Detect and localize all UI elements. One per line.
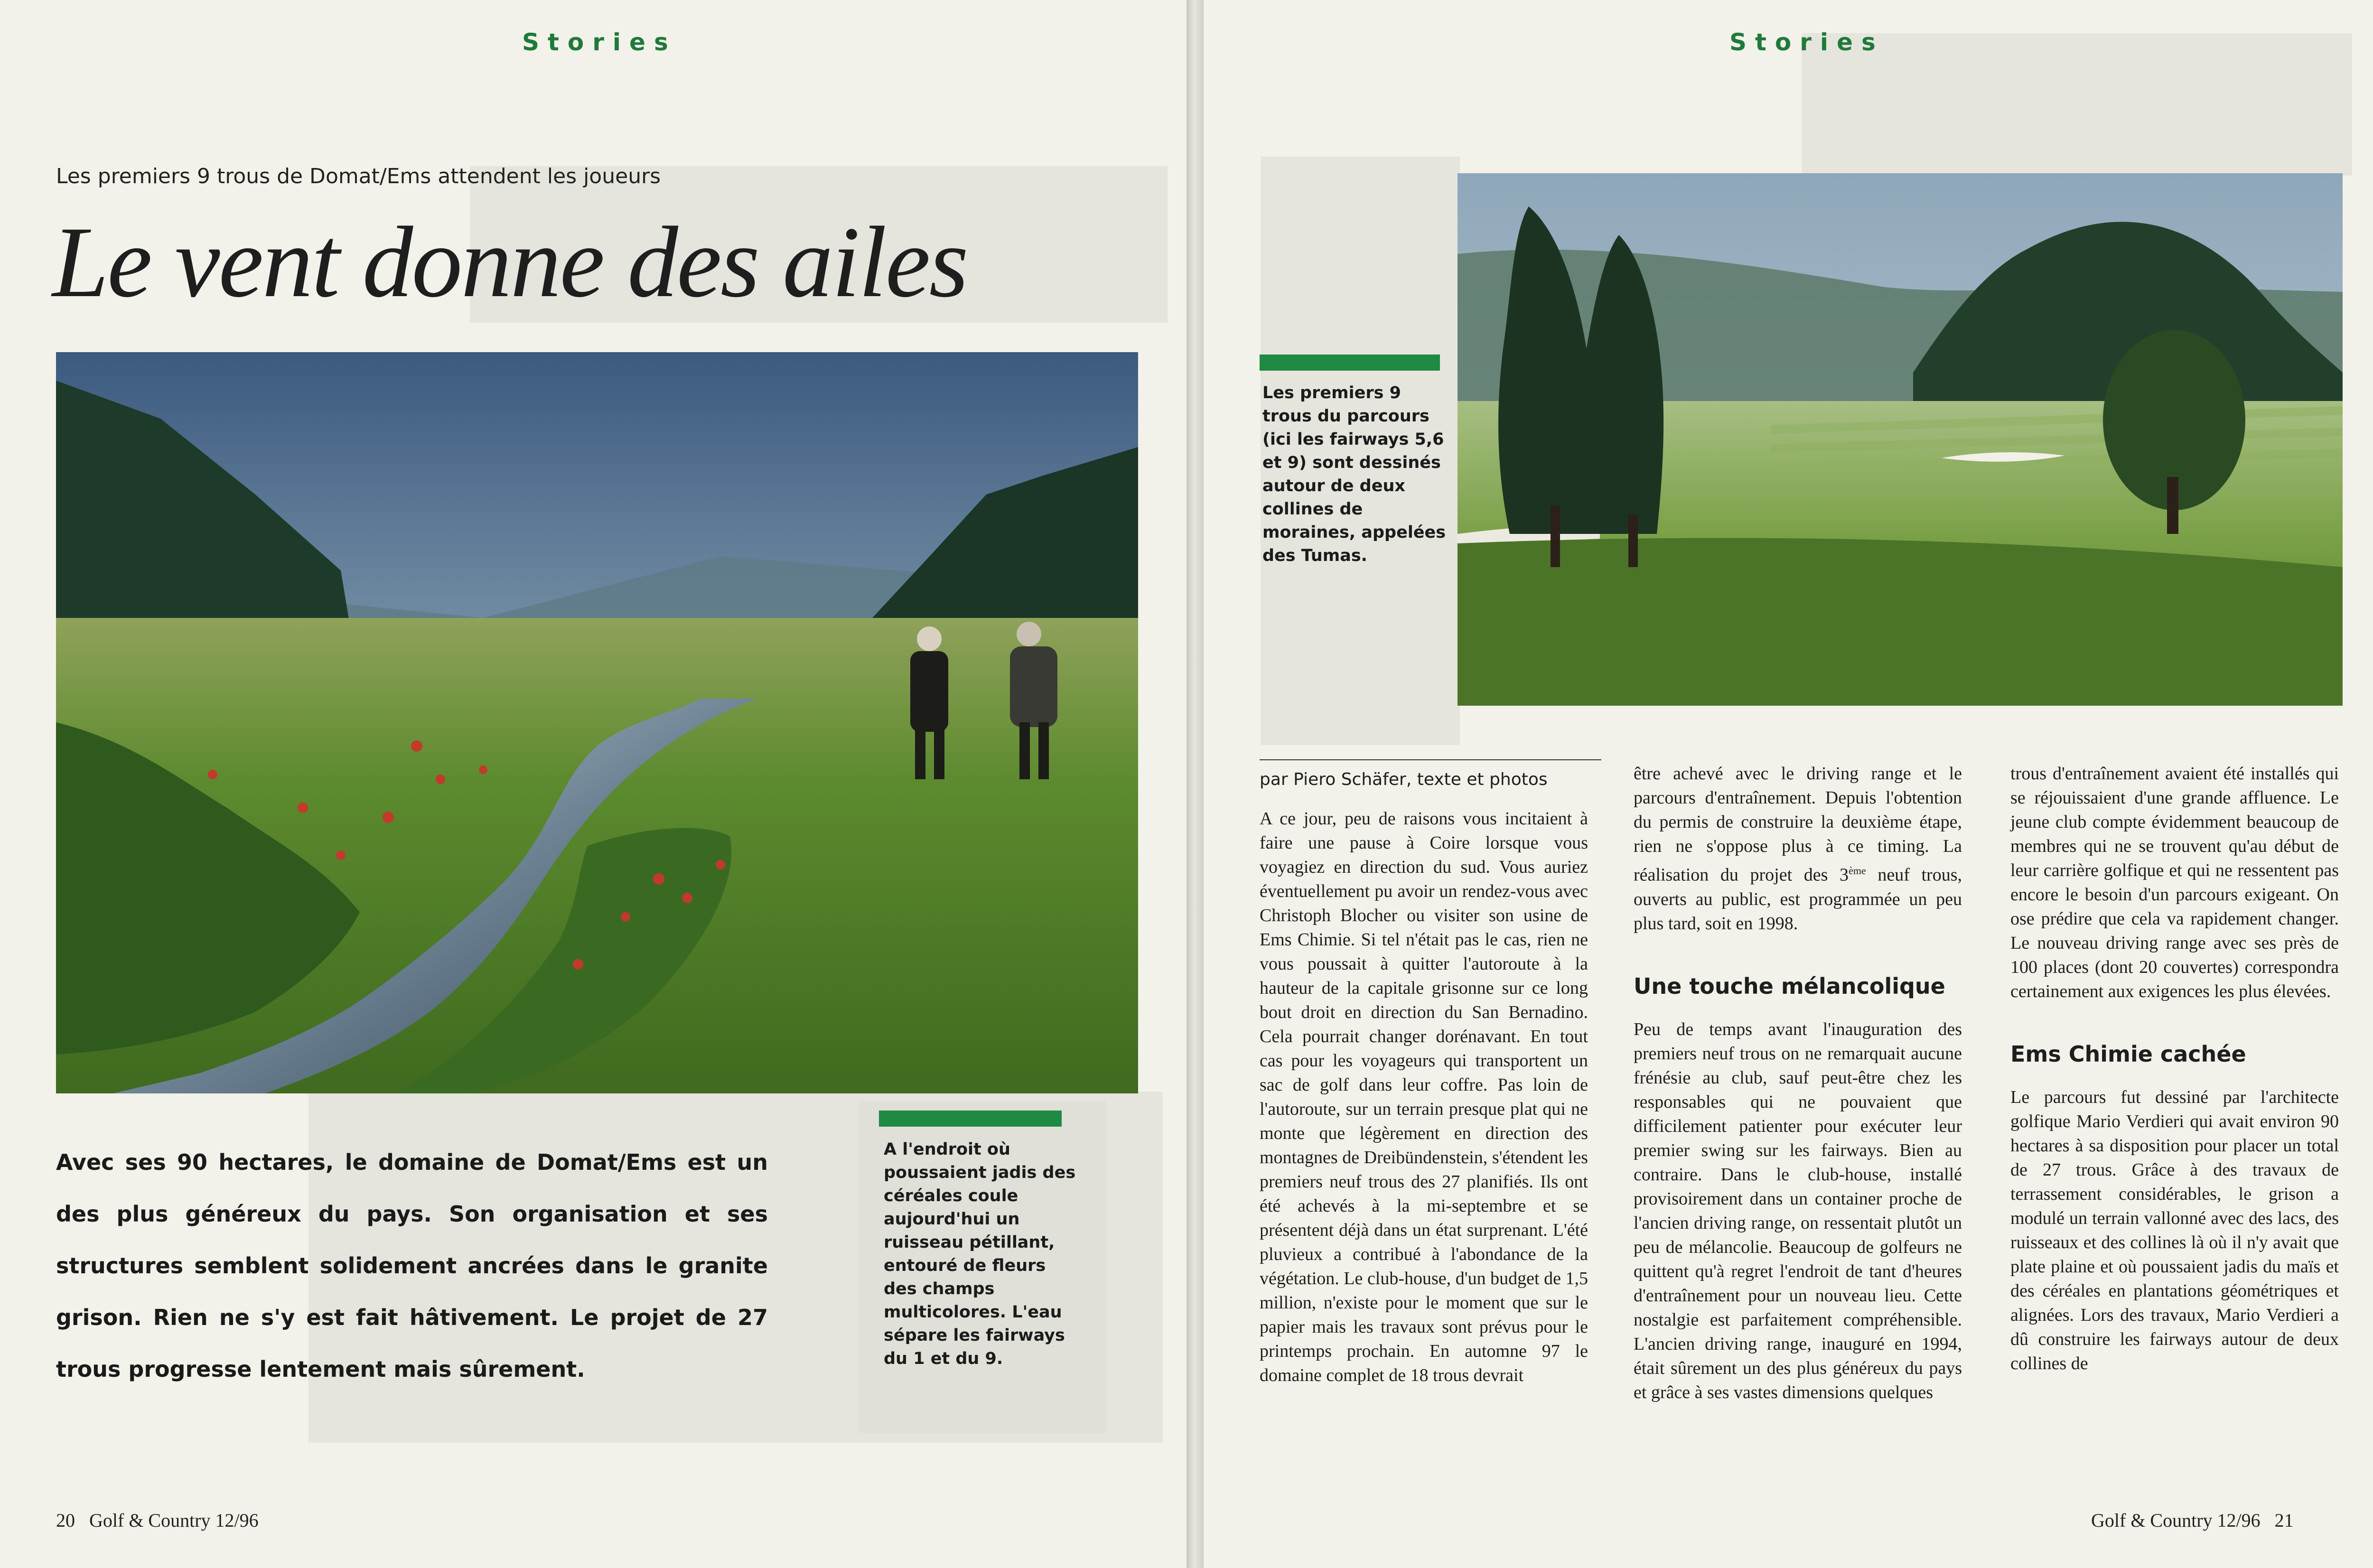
page-number: 20 [56, 1510, 75, 1531]
article-byline: par Piero Schäfer, texte et photos [1260, 759, 1601, 789]
body-paragraph: Peu de temps avant l'inauguration des premiers neuf trous on ne remarquait aucune frénésie au club, sauf peut-être chez les responsables qui ne pouvaient que difficilement patienter pour exécuter leur premier swing sur les fairways. Bien au contraire. Dans le club-house, installé provisoirement dans un container proche de l'ancien driving range, on ressentait plutôt un peu de mélancolie. Beaucoup de golfeurs ne quittent qu'à regret l'endroit de tant d'heures d'entraînement pour un nouveau lieu. Cette nostalgie est parfaitement compréhensible. L'ancien driving range, inauguré en 1994, était sûrement un des plus généreux du pays et grâce à ses vastes dimensions quelques [1634, 1019, 1962, 1402]
caption-accent-bar [879, 1111, 1062, 1127]
article-headline: Le vent donne des ailes [52, 206, 967, 318]
show-through-block [1802, 33, 2352, 176]
page-footer [2091, 1509, 2294, 1531]
text-column-2 [1634, 762, 1962, 1405]
page-number: 21 [2274, 1510, 2294, 1531]
stream-meadow-photo [56, 352, 1138, 1093]
text-column-3 [2010, 762, 2339, 1376]
body-paragraph: A ce jour, peu de raisons vous incitaient à faire une pause à Coire lorsque vous voyagiez en direction du sud. Vous auriez éventuellement pu avoir un rendez-vous avec Christoph Blocher ou visiter son usine de Ems Chimie. Si tel n'était pas le cas, rien ne vous poussait à quitter l'autoroute à la hauteur de la capitale grisonne sur ce long bout droit en direction du San Bernadino. Cela pourrait changer dorénavant. En tout cas pour les voyageurs qui transportent un sac de golf dans leur coffre. Pas loin de l'autoroute, sur un terrain presque plat qui ne monte que légèrement en direction des montagnes de Dreibündenstein, s'étendent les premiers neuf trous des 27 planifiés. Ils ont été achevés à la mi-septembre et se présentent déjà dans un état surprenant. L'été pluvieux a contribué à l'abondance de la végétation. Le club-house, d'un budget de 1,5 million, n'existe pour le moment que sur le papier mais les travaux sont prévus pour le printemps prochain. En automne 97 le domaine complet de 18 trous devrait [1260, 809, 1588, 1385]
caption-accent-bar [1260, 355, 1440, 371]
spine-gutter [1186, 0, 1204, 1568]
section-heading: Une touche mélancolique [1634, 973, 1945, 999]
page-footer [56, 1509, 259, 1531]
article-subtitle: Les premiers 9 trous de Domat/Ems attendent les joueurs [56, 164, 661, 188]
photo-caption: A l'endroit où poussaient jadis des céréales coule aujourd'hui un ruisseau pétillant, entouré de fleurs des champs multicolores. L'eau sépare les fairways du 1 et du 9. [884, 1140, 1076, 1368]
section-heading: Ems Chimie cachée [2010, 1041, 2246, 1067]
photo-caption: Les premiers 9 trous du parcours (ici les fairways 5,6 et 9) sont dessinés autour de deux collines de moraines, appelées des Tumas. [1262, 383, 1446, 565]
left-page [0, 0, 1186, 1568]
text-column-1 [1260, 807, 1588, 1388]
magazine-issue: Golf & Country 12/96 [89, 1510, 259, 1531]
right-page [1204, 0, 2373, 1568]
body-paragraph: être achevé avec le driving range et le parcours d'entraînement. Depuis l'obtention du permis de construire la deuxième étape, rien ne s'oppose plus à ce timing. La réalisation du projet des 3ème neuf trous, ouverts au public, est programmée un peu plus tard, soit en 1998. [1634, 764, 1962, 933]
article-lead: Avec ses 90 hectares, le domaine de Domat/Ems est un des plus généreux du pays. Son organisation et ses structures semblent solidement ancrées dans le granite grison. Rien ne s'y est fait hâtivement. Le projet de 27 trous progresse lentement mais sûrement. [56, 1149, 768, 1382]
section-label: Stories [522, 28, 677, 56]
body-paragraph: Le parcours fut dessiné par l'architecte golfique Mario Verdieri qui avait environ 90 hectares à sa disposition pour placer un total de 27 trous. Grâce à des travaux de terrassement considérables, le grison a modulé un terrain vallonné avec des lacs, des ruisseaux et des collines là où il n'y avait que plate plaine et où poussaient jadis du maïs et des céréales en plantations géométriques et alignées. Lors des travaux, Mario Verdieri a dû construire les fairways autour de deux collines de [2010, 1087, 2339, 1373]
fairway-trees-photo [1457, 173, 2343, 706]
magazine-issue: Golf & Country 12/96 [2091, 1510, 2261, 1531]
section-label: Stories [1729, 28, 1884, 56]
body-paragraph: trous d'entraînement avaient été installés qui se réjouissaient d'une grande affluence. Le jeune club compte évidemment beaucoup de membres qui ne se trouvent qu'au début de leur carrière golfique et qui ne ressentent pas encore le besoin d'un parcours exigeant. On ose prédire que cela va rapidement changer. Le nouveau driving range avec ses près de 100 places (dont 20 couvertes) correspondra certainement aux exigences les plus élevées. [2010, 764, 2339, 1001]
